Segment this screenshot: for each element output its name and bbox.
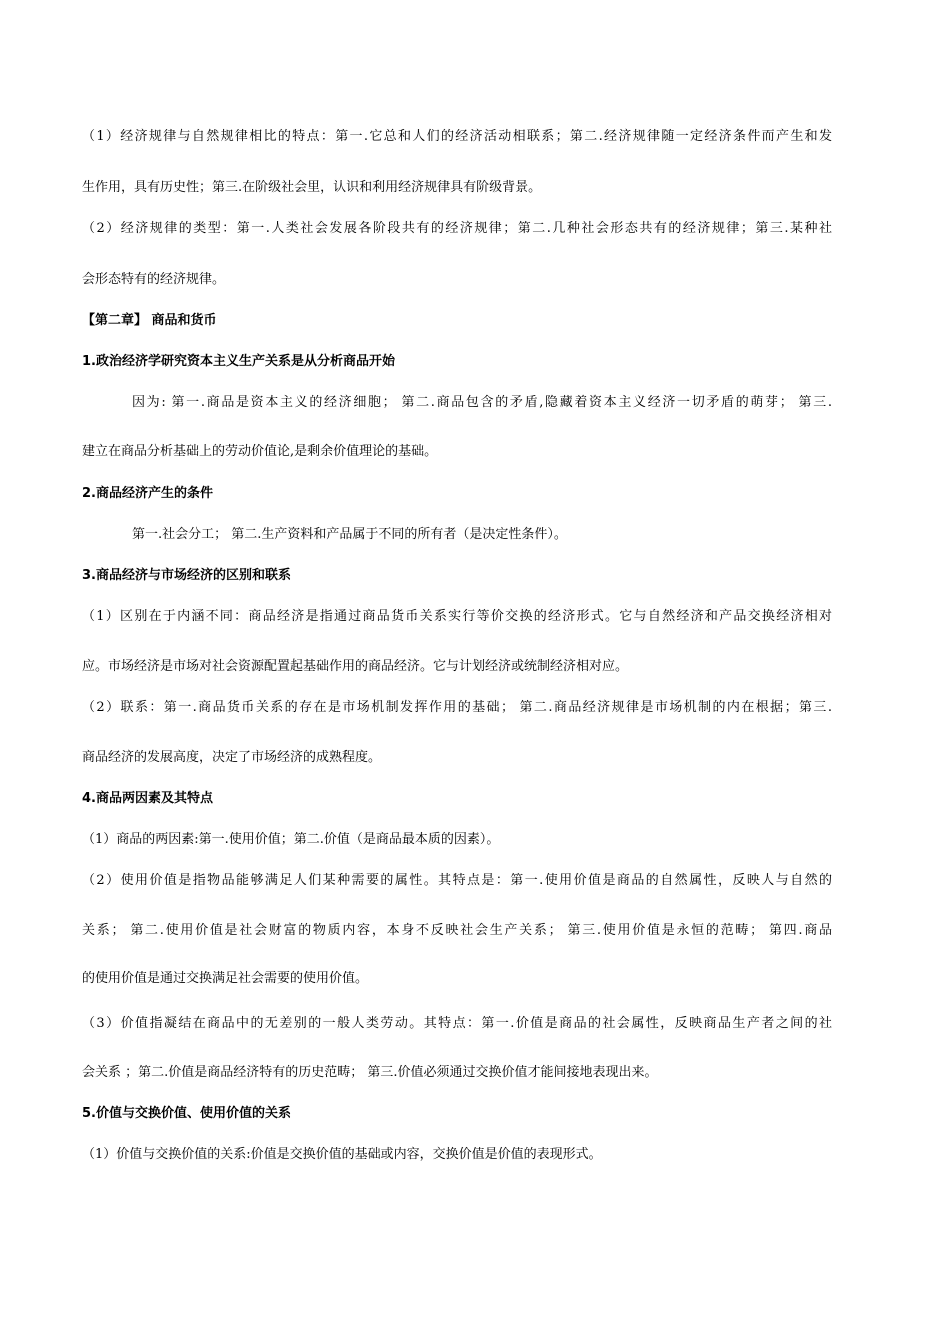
paragraph-line: 商品经济的发展高度，决定了市场经济的成熟程度。 [82,750,382,765]
chapter-heading: 【第二章】 商品和货币 [82,313,217,328]
section-heading: 1.政治经济学研究资本主义生产关系是从分析商品开始 [82,354,395,369]
paragraph-line: （2）使用价值是指物品能够满足人们某种需要的属性。其特点是：第一.使用价值是商品的自然属性，反映人与自然的 [82,873,832,888]
paragraph-line: （1）区别在于内涵不同：商品经济是指通过商品货币关系实行等价交换的经济形式。它与自然经济和产品交换经济相对 [82,609,832,624]
paragraph-line: 建立在商品分析基础上的劳动价值论,是剩余价值理论的基础。 [82,444,438,459]
paragraph-line: 生作用，具有历史性；第三.在阶级社会里，认识和利用经济规律具有阶级背景。 [82,180,542,195]
paragraph-line: 会关系 ；第二.价值是商品经济特有的历史范畴； 第三.价值必须通过交换价值才能间接地表现出来。 [82,1065,658,1080]
paragraph-line: 会形态特有的经济规律。 [82,272,226,287]
paragraph-line: （2）经济规律的类型：第一.人类社会发展各阶段共有的经济规律；第二.几种社会形态共有的经济规律；第三.某种社 [82,221,832,236]
paragraph-line: 关系； 第二.使用价值是社会财富的物质内容，本身不反映社会生产关系； 第三.使用价值是永恒的范畴； 第四.商品 [82,923,832,938]
paragraph-line: （1）经济规律与自然规律相比的特点：第一.它总和人们的经济活动相联系；第二.经济规律随一定经济条件而产生和发 [82,129,832,144]
paragraph-line: （1）价值与交换价值的关系:价值是交换价值的基础或内容，交换价值是价值的表现形式。 [82,1147,602,1162]
paragraph-line: 第一.社会分工； 第二.生产资料和产品属于不同的所有者（是决定性条件）。 [132,527,567,542]
paragraph-line: 因为: 第一.商品是资本主义的经济细胞； 第二.商品包含的矛盾,隐藏着资本主义经济一切矛盾的萌芽； 第三. [132,395,832,410]
paragraph-line: 应。市场经济是市场对社会资源配置起基础作用的商品经济。它与计划经济或统制经济相对应。 [82,659,629,674]
paragraph-line: 的使用价值是通过交换满足社会需要的使用价值。 [82,971,369,986]
section-heading: 4.商品两因素及其特点 [82,791,213,806]
section-heading: 5.价值与交换价值、使用价值的关系 [82,1106,291,1121]
paragraph-line: （2）联系：第一.商品货币关系的存在是市场机制发挥作用的基础； 第二.商品经济规律是市场机制的内在根据；第三. [82,700,832,715]
paragraph-line: （1）商品的两因素:第一.使用价值；第二.价值（是商品最本质的因素）。 [82,832,500,847]
section-heading: 2.商品经济产生的条件 [82,486,213,501]
section-heading: 3.商品经济与市场经济的区别和联系 [82,568,291,583]
paragraph-line: （3）价值指凝结在商品中的无差别的一般人类劳动。其特点：第一.价值是商品的社会属性，反映商品生产者之间的社 [82,1016,832,1031]
